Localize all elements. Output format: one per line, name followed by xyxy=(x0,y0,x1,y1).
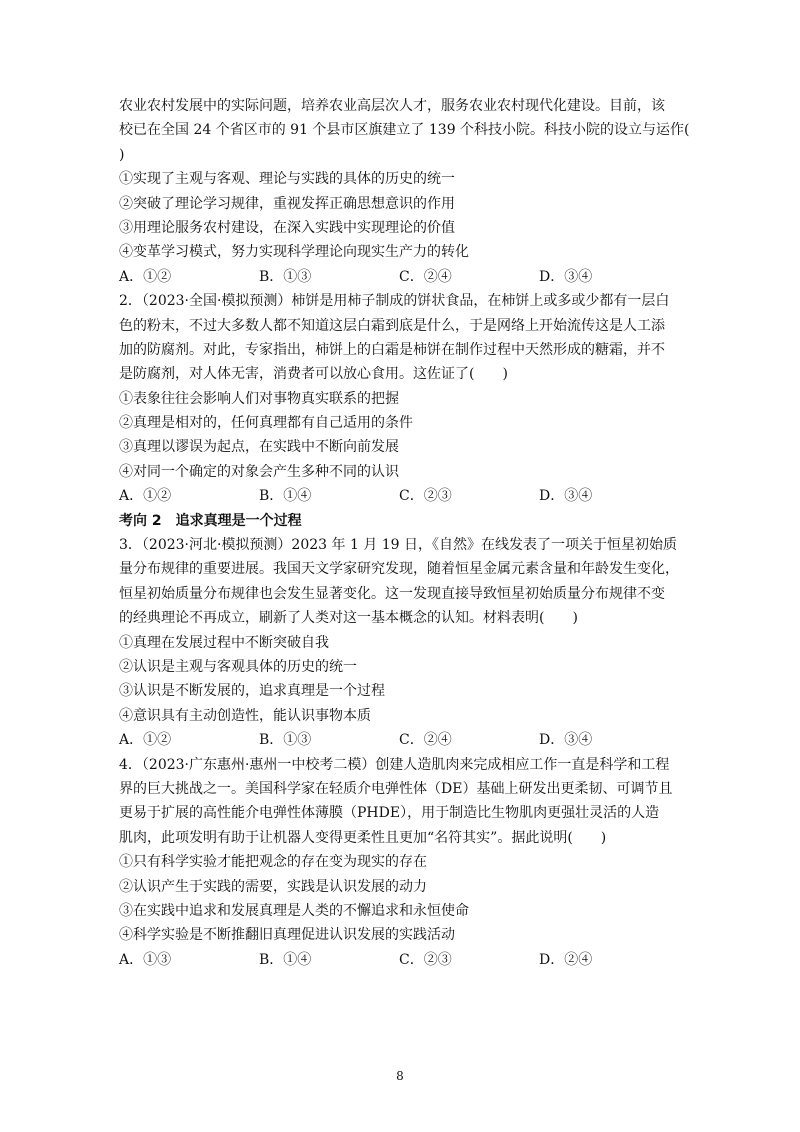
statement-option: ③认识是不断发展的，追求真理是一个过程 xyxy=(119,683,385,700)
statement-option: ①表象往往会影响人们对事物真实联系的把握 xyxy=(119,390,399,407)
statement-option: ③在实践中追求和发展真理是人类的不懈追求和永恒使命 xyxy=(119,902,469,919)
choice-c: C．②③ xyxy=(399,951,452,968)
choice-d: D．②④ xyxy=(539,951,593,968)
statement-option: ①实现了主观与客观、理论与实践的具体的历史的统一 xyxy=(119,171,455,188)
question-stem-line: ) xyxy=(119,146,125,163)
choice-c: C．②④ xyxy=(399,732,452,749)
question-1 xyxy=(119,94,689,289)
question-stem-line: 4．（2023·广东惠州·惠州一中校考二模）创建人造肌肉来完成相应工作一直是科学和工程 xyxy=(119,756,670,773)
choice-b: B．①③ xyxy=(259,732,312,749)
choice-a: A．①③ xyxy=(119,951,172,968)
choice-b: B．①③ xyxy=(259,268,312,285)
statement-option: ②认识产生于实践的需要，实践是认识发展的动力 xyxy=(119,878,427,895)
choice-b: B．①④ xyxy=(259,488,312,505)
answer-choices xyxy=(119,948,689,972)
statement-option: ②真理是相对的，任何真理都有自己适用的条件 xyxy=(119,415,413,432)
choice-c: C．②④ xyxy=(399,268,452,285)
answer-choices xyxy=(119,484,689,508)
page-number: 8 xyxy=(396,1069,404,1083)
question-stem-line: 2．（2023·全国·模拟预测）柿饼是用柿子制成的饼状食品，在柿饼上或多或少都有一层白 xyxy=(119,293,670,310)
choice-d: D．③④ xyxy=(539,732,593,749)
statement-option: ②认识是主观与客观具体的历史的统一 xyxy=(119,658,357,675)
question-2 xyxy=(119,289,689,509)
page-content xyxy=(119,94,689,972)
choice-c: C．②③ xyxy=(399,488,452,505)
question-stem-line: 的经典理论不再成立，刷新了人类对这一基本概念的认知。材料表明( ) xyxy=(119,610,578,627)
question-4 xyxy=(119,753,689,973)
statement-option: ④变革学习模式，努力实现科学理论向现实生产力的转化 xyxy=(119,244,469,261)
question-stem-line: 量分布规律的重要进展。我国天文学家研究发现，随着恒星金属元素含量和年龄发生变化， xyxy=(119,561,679,578)
question-stem-line: 3．（2023·河北·模拟预测）2023 年 1 月 19 日，《自然》在线发表了一项关于恒星初始质 xyxy=(119,537,678,554)
section-heading: 考向 2 追求真理是一个过程 xyxy=(119,512,302,529)
statement-option: ④意识具有主动创造性，能认识事物本质 xyxy=(119,707,371,724)
choice-a: A．①② xyxy=(119,268,172,285)
answer-choices xyxy=(119,265,689,289)
choice-d: D．③④ xyxy=(539,268,593,285)
question-3 xyxy=(119,533,689,753)
answer-choices xyxy=(119,728,689,752)
choice-a: A．①② xyxy=(119,488,172,505)
statement-option: ③真理以谬误为起点，在实践中不断向前发展 xyxy=(119,439,399,456)
statement-option: ②突破了理论学习规律，重视发挥正确思想意识的作用 xyxy=(119,195,455,212)
question-stem-line: 肌肉，此项发明有助于让机器人变得更柔性且更加“名符其实”。据此说明( ) xyxy=(119,829,607,846)
statement-option: ④科学实验是不断推翻旧真理促进认识发展的实践活动 xyxy=(119,927,455,944)
question-stem-line: 更易于扩展的高性能介电弹性体薄膜（PHDE），用于制造比生物肌肉更强壮灵活的人造 xyxy=(119,805,660,822)
question-stem-line: 校已在全国 24 个省区市的 91 个县市区旗建立了 139 个科技小院。科技小院的设立与运作( xyxy=(119,122,690,139)
question-stem-line: 加的防腐剂。对此，专家指出，柿饼上的白霜是柿饼在制作过程中天然形成的糖霜，并不 xyxy=(119,341,665,358)
question-stem-line: 是防腐剂，对人体无害，消费者可以放心食用。这佐证了( ) xyxy=(119,366,508,383)
question-stem-line: 界的巨大挑战之一。美国科学家在轻质介电弹性体（DE）基础上研发出更柔韧、可调节且 xyxy=(119,780,673,797)
choice-a: A．①② xyxy=(119,732,172,749)
statement-option: ①真理在发展过程中不断突破自我 xyxy=(119,634,329,651)
statement-option: ①只有科学实验才能把观念的存在变为现实的存在 xyxy=(119,854,427,871)
statement-option: ④对同一个确定的对象会产生多种不同的认识 xyxy=(119,463,399,480)
choice-b: B．①④ xyxy=(259,951,312,968)
question-stem-line: 色的粉末，不过大多数人都不知道这层白霜到底是什么，于是网络上开始流传这是人工添 xyxy=(119,317,665,334)
statement-option: ③用理论服务农村建设，在深入实践中实现理论的价值 xyxy=(119,219,455,236)
choice-d: D．③④ xyxy=(539,488,593,505)
question-stem-line: 农业农村发展中的实际问题，培养农业高层次人才，服务农业农村现代化建设。目前，该 xyxy=(119,98,665,114)
question-stem-line: 恒星初始质量分布规律也会发生显著变化。这一发现直接导致恒星初始质量分布规律不变 xyxy=(119,585,665,602)
